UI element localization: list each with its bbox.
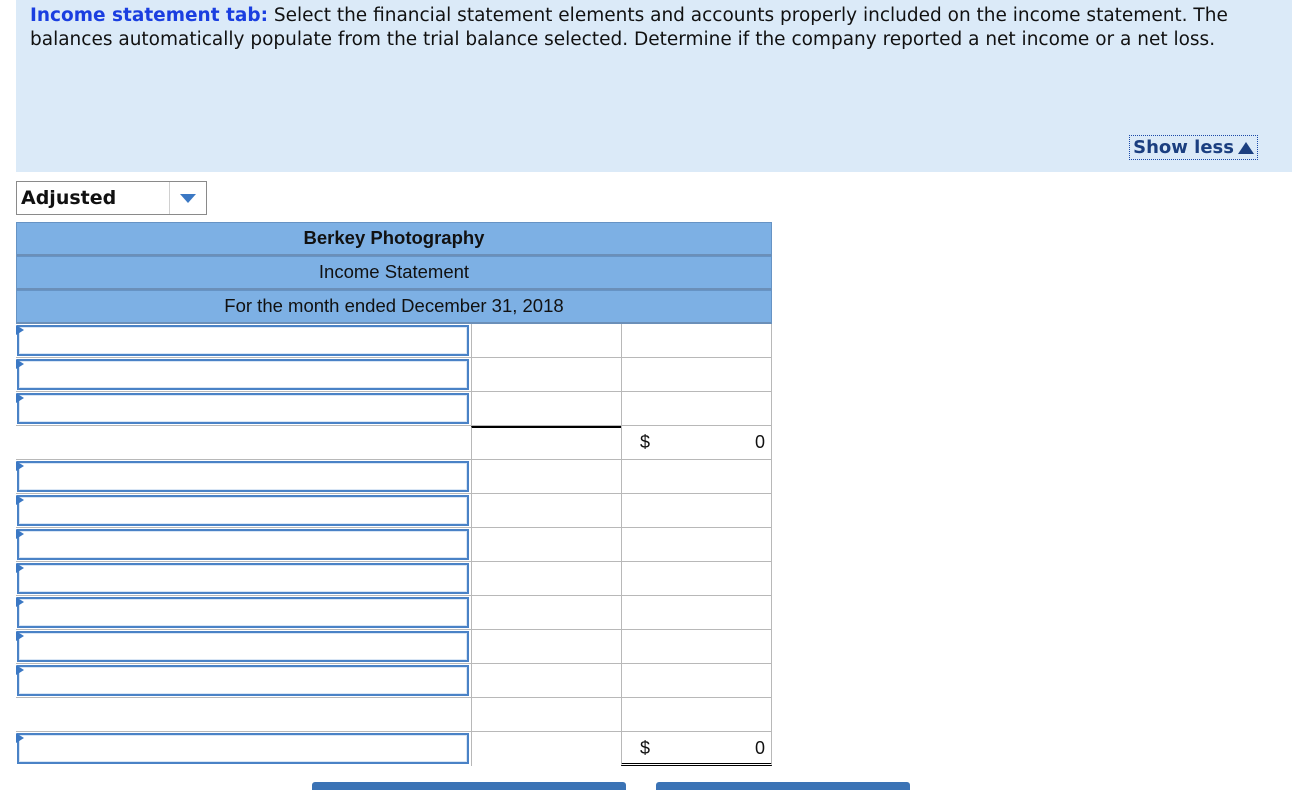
table-row	[16, 392, 772, 426]
dropdown-flag-icon	[16, 325, 24, 335]
table-row	[16, 358, 772, 392]
net-income-cell	[621, 732, 772, 766]
account-name-input[interactable]	[17, 597, 469, 628]
dropdown-flag-icon	[16, 665, 24, 675]
net-income-amount-cell	[471, 732, 621, 766]
total-expenses-row	[16, 698, 772, 732]
amount-input[interactable]	[471, 562, 621, 595]
table-row	[16, 630, 772, 664]
total-input[interactable]	[621, 664, 772, 697]
amount-input[interactable]	[471, 698, 621, 731]
dropdown-flag-icon	[16, 529, 24, 539]
total-input[interactable]	[621, 562, 772, 595]
total-input[interactable]	[621, 358, 772, 391]
total-input[interactable]	[621, 324, 772, 357]
statement-period: For the month ended December 31, 2018	[16, 290, 772, 324]
table-row	[16, 562, 772, 596]
account-name-input[interactable]	[17, 325, 469, 356]
total-input[interactable]	[621, 494, 772, 527]
total-input[interactable]	[621, 460, 772, 493]
amount-input[interactable]	[471, 392, 621, 425]
total-input[interactable]	[621, 528, 772, 561]
triangle-up-icon	[1238, 142, 1254, 154]
account-name-input[interactable]	[17, 631, 469, 662]
dropdown-flag-icon	[16, 359, 24, 369]
amount-input[interactable]	[471, 358, 621, 391]
subtotal-row	[16, 426, 772, 460]
total-input[interactable]	[621, 630, 772, 663]
subtotal-label-cell	[16, 426, 471, 459]
amount-input[interactable]	[471, 630, 621, 663]
amount-input[interactable]	[471, 494, 621, 527]
dropdown-flag-icon	[16, 495, 24, 505]
account-name-input[interactable]	[17, 495, 469, 526]
subtotal-value: 0	[754, 432, 765, 452]
account-name-input[interactable]	[17, 529, 469, 560]
company-name: Berkey Photography	[16, 222, 772, 256]
dropdown-flag-icon	[16, 563, 24, 573]
total-input[interactable]	[621, 698, 772, 731]
account-name-input[interactable]	[17, 393, 469, 424]
currency-symbol: $	[640, 432, 651, 452]
table-row	[16, 324, 772, 358]
next-tab-button[interactable]	[656, 782, 910, 790]
table-row	[16, 664, 772, 698]
trial-balance-select[interactable]	[16, 181, 207, 215]
table-row	[16, 494, 772, 528]
select-arrow[interactable]	[170, 182, 206, 214]
instructions-label: Income statement tab:	[30, 5, 268, 26]
subtotal-amount-cell	[471, 426, 621, 459]
chevron-down-icon	[180, 194, 196, 203]
table-row	[16, 528, 772, 562]
dropdown-flag-icon	[16, 597, 24, 607]
account-name-input[interactable]	[17, 461, 469, 492]
instructions-text	[30, 4, 1280, 52]
instructions-panel	[16, 0, 1292, 172]
net-income-label-input[interactable]	[17, 733, 469, 764]
account-name-input[interactable]	[17, 665, 469, 696]
show-less-label: Show less	[1133, 136, 1234, 158]
trial-balance-select-value: Adjusted	[17, 182, 170, 214]
amount-input[interactable]	[471, 528, 621, 561]
account-name-input[interactable]	[17, 359, 469, 390]
subtotal-cell	[621, 426, 772, 459]
table-row	[16, 596, 772, 630]
amount-input[interactable]	[471, 596, 621, 629]
dropdown-flag-icon	[16, 393, 24, 403]
blank-label-cell	[16, 698, 471, 731]
amount-input[interactable]	[471, 324, 621, 357]
previous-tab-button[interactable]	[312, 782, 626, 790]
dropdown-flag-icon	[16, 631, 24, 641]
dropdown-flag-icon	[16, 461, 24, 471]
income-statement-table	[16, 222, 772, 766]
account-name-input[interactable]	[17, 563, 469, 594]
amount-input[interactable]	[471, 664, 621, 697]
total-input[interactable]	[621, 596, 772, 629]
total-input[interactable]	[621, 392, 772, 425]
dropdown-flag-icon	[16, 733, 24, 743]
show-less-button[interactable]	[1129, 135, 1258, 160]
net-income-row	[16, 732, 772, 766]
statement-title: Income Statement	[16, 256, 772, 290]
instructions-body: Select the financial statement elements and accounts properly included on the income statement. The balances automatically populate from the trial balance selected. Determine if the company reported a net income or a net loss.	[30, 5, 1228, 50]
currency-symbol: $	[640, 738, 651, 758]
net-income-value: 0	[754, 738, 765, 758]
table-row	[16, 460, 772, 494]
amount-input[interactable]	[471, 460, 621, 493]
